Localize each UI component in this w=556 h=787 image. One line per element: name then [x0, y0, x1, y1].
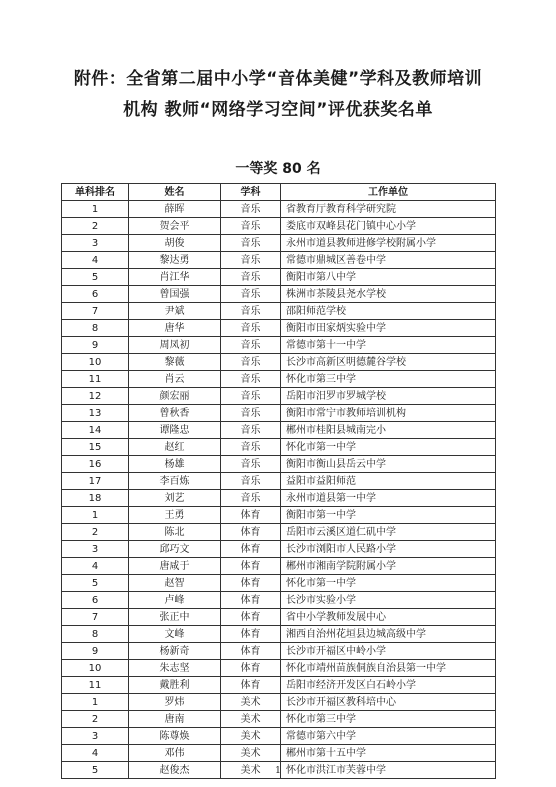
cell-workplace: 常德市鼎城区善卷中学 [281, 252, 496, 269]
cell-rank: 8 [62, 626, 129, 643]
cell-workplace: 岳阳市云溪区道仁矶中学 [281, 524, 496, 541]
cell-rank: 3 [62, 235, 129, 252]
cell-rank: 2 [62, 711, 129, 728]
table-row [62, 490, 496, 507]
cell-rank: 5 [62, 762, 129, 779]
cell-name: 黎薇 [129, 354, 221, 371]
cell-subject: 音乐 [221, 269, 281, 286]
cell-subject: 音乐 [221, 218, 281, 235]
cell-rank: 5 [62, 269, 129, 286]
cell-rank: 4 [62, 558, 129, 575]
cell-name: 王勇 [129, 507, 221, 524]
cell-name: 杨雄 [129, 456, 221, 473]
table-row [62, 405, 496, 422]
table-row [62, 354, 496, 371]
table-row [62, 558, 496, 575]
page-number: 1 [275, 766, 281, 776]
cell-rank: 9 [62, 337, 129, 354]
cell-name: 曾国强 [129, 286, 221, 303]
table-row [62, 694, 496, 711]
cell-subject: 体育 [221, 609, 281, 626]
cell-rank: 11 [62, 677, 129, 694]
cell-workplace: 衡阳市第一中学 [281, 507, 496, 524]
table-row [62, 388, 496, 405]
cell-subject: 体育 [221, 677, 281, 694]
cell-subject: 体育 [221, 524, 281, 541]
cell-workplace: 衡阳市第八中学 [281, 269, 496, 286]
cell-name: 贺会平 [129, 218, 221, 235]
cell-workplace: 怀化市靖州苗族侗族自治县第一中学 [281, 660, 496, 677]
cell-name: 张正中 [129, 609, 221, 626]
cell-workplace: 长沙市开福区中岭小学 [281, 643, 496, 660]
cell-name: 陈尊焕 [129, 728, 221, 745]
cell-subject: 体育 [221, 660, 281, 677]
cell-name: 谭隆忠 [129, 422, 221, 439]
cell-subject: 音乐 [221, 303, 281, 320]
cell-name: 文峰 [129, 626, 221, 643]
cell-name: 杨新奇 [129, 643, 221, 660]
cell-workplace: 娄底市双峰县花门镇中心小学 [281, 218, 496, 235]
cell-subject: 音乐 [221, 422, 281, 439]
cell-workplace: 长沙市开福区教科培中心 [281, 694, 496, 711]
cell-name: 肖江华 [129, 269, 221, 286]
header-rank: 单科排名 [62, 184, 129, 201]
table-row [62, 626, 496, 643]
cell-rank: 17 [62, 473, 129, 490]
cell-workplace: 衡阳市衡山县岳云中学 [281, 456, 496, 473]
table-row [62, 592, 496, 609]
cell-name: 黎达勇 [129, 252, 221, 269]
cell-rank: 5 [62, 575, 129, 592]
cell-subject: 音乐 [221, 405, 281, 422]
table-row [62, 575, 496, 592]
table-row [62, 609, 496, 626]
table-row [62, 286, 496, 303]
cell-subject: 音乐 [221, 201, 281, 218]
cell-rank: 2 [62, 218, 129, 235]
cell-rank: 4 [62, 745, 129, 762]
cell-rank: 15 [62, 439, 129, 456]
table-row [62, 507, 496, 524]
cell-rank: 7 [62, 609, 129, 626]
cell-subject: 体育 [221, 575, 281, 592]
cell-name: 邱巧文 [129, 541, 221, 558]
cell-rank: 3 [62, 541, 129, 558]
document-title-line2: 机构 教师“网络学习空间”评优获奖名单 [123, 100, 433, 120]
cell-workplace: 常德市第六中学 [281, 728, 496, 745]
cell-workplace: 岳阳市汨罗市罗城学校 [281, 388, 496, 405]
cell-name: 薛晖 [129, 201, 221, 218]
cell-subject: 体育 [221, 643, 281, 660]
cell-subject: 美术 [221, 728, 281, 745]
cell-workplace: 益阳市益阳师范 [281, 473, 496, 490]
table-row [62, 252, 496, 269]
table-row [62, 728, 496, 745]
header-name: 姓名 [129, 184, 221, 201]
cell-name: 邓伟 [129, 745, 221, 762]
table-row [62, 439, 496, 456]
table-row [62, 456, 496, 473]
table-row [62, 337, 496, 354]
cell-workplace: 怀化市第一中学 [281, 439, 496, 456]
cell-subject: 美术 [221, 762, 281, 779]
cell-name: 朱志坚 [129, 660, 221, 677]
cell-workplace: 永州市道县教师进修学校附属小学 [281, 235, 496, 252]
cell-workplace: 长沙市浏阳市人民路小学 [281, 541, 496, 558]
header-workplace: 工作单位 [281, 184, 496, 201]
cell-workplace: 长沙市高新区明德麓谷学校 [281, 354, 496, 371]
cell-subject: 音乐 [221, 371, 281, 388]
cell-subject: 音乐 [221, 473, 281, 490]
cell-name: 赵智 [129, 575, 221, 592]
cell-subject: 体育 [221, 541, 281, 558]
cell-name: 唐华 [129, 320, 221, 337]
table-row [62, 320, 496, 337]
cell-subject: 体育 [221, 558, 281, 575]
cell-name: 陈北 [129, 524, 221, 541]
award-table [61, 183, 496, 779]
table-header-row [62, 184, 496, 201]
cell-subject: 音乐 [221, 286, 281, 303]
cell-name: 赵红 [129, 439, 221, 456]
cell-workplace: 怀化市第一中学 [281, 575, 496, 592]
cell-workplace: 永州市道县第一中学 [281, 490, 496, 507]
table-row [62, 643, 496, 660]
cell-subject: 音乐 [221, 490, 281, 507]
table-row [62, 422, 496, 439]
cell-rank: 18 [62, 490, 129, 507]
cell-name: 曾秋香 [129, 405, 221, 422]
cell-rank: 6 [62, 592, 129, 609]
cell-workplace: 衡阳市常宁市教师培训机构 [281, 405, 496, 422]
cell-subject: 体育 [221, 507, 281, 524]
cell-name: 尹斌 [129, 303, 221, 320]
table-row [62, 660, 496, 677]
cell-rank: 10 [62, 354, 129, 371]
cell-name: 戴胜利 [129, 677, 221, 694]
cell-subject: 美术 [221, 711, 281, 728]
table-row [62, 677, 496, 694]
cell-workplace: 怀化市第三中学 [281, 371, 496, 388]
cell-workplace: 郴州市第十五中学 [281, 745, 496, 762]
cell-subject: 音乐 [221, 456, 281, 473]
cell-workplace: 怀化市洪江市芙蓉中学 [281, 762, 496, 779]
cell-subject: 音乐 [221, 320, 281, 337]
table-row [62, 303, 496, 320]
document-title-line1: 附件：全省第二届中小学“音体美健”学科及教师培训 [73, 69, 483, 89]
cell-workplace: 岳阳市经济开发区白石岭小学 [281, 677, 496, 694]
table-row [62, 371, 496, 388]
table-row [62, 524, 496, 541]
cell-rank: 14 [62, 422, 129, 439]
award-level-heading: 一等奖 80 名 [235, 161, 321, 177]
cell-workplace: 省中小学教师发展中心 [281, 609, 496, 626]
table-row [62, 473, 496, 490]
cell-name: 颜宏丽 [129, 388, 221, 405]
cell-rank: 2 [62, 524, 129, 541]
cell-name: 刘艺 [129, 490, 221, 507]
cell-name: 周凤初 [129, 337, 221, 354]
cell-rank: 1 [62, 507, 129, 524]
cell-workplace: 郴州市湘南学院附属小学 [281, 558, 496, 575]
cell-workplace: 省教育厅教育科学研究院 [281, 201, 496, 218]
cell-name: 罗炜 [129, 694, 221, 711]
cell-rank: 7 [62, 303, 129, 320]
table-row [62, 235, 496, 252]
cell-subject: 音乐 [221, 337, 281, 354]
table-row [62, 745, 496, 762]
cell-rank: 1 [62, 201, 129, 218]
cell-rank: 3 [62, 728, 129, 745]
cell-workplace: 株洲市茶陵县尧水学校 [281, 286, 496, 303]
cell-rank: 1 [62, 694, 129, 711]
cell-subject: 体育 [221, 592, 281, 609]
cell-rank: 8 [62, 320, 129, 337]
cell-name: 唐南 [129, 711, 221, 728]
cell-name: 李百炼 [129, 473, 221, 490]
table-row [62, 201, 496, 218]
cell-rank: 11 [62, 371, 129, 388]
table-row [62, 711, 496, 728]
table-row [62, 541, 496, 558]
cell-workplace: 长沙市实验小学 [281, 592, 496, 609]
cell-subject: 美术 [221, 694, 281, 711]
cell-subject: 美术 [221, 745, 281, 762]
cell-name: 胡俊 [129, 235, 221, 252]
cell-subject: 体育 [221, 626, 281, 643]
cell-name: 唐咸于 [129, 558, 221, 575]
cell-subject: 音乐 [221, 354, 281, 371]
cell-rank: 13 [62, 405, 129, 422]
cell-name: 赵俊杰 [129, 762, 221, 779]
cell-subject: 音乐 [221, 235, 281, 252]
cell-rank: 10 [62, 660, 129, 677]
cell-subject: 音乐 [221, 252, 281, 269]
cell-subject: 音乐 [221, 439, 281, 456]
table-row [62, 218, 496, 235]
cell-rank: 6 [62, 286, 129, 303]
cell-subject: 音乐 [221, 388, 281, 405]
cell-name: 卢峰 [129, 592, 221, 609]
cell-workplace: 衡阳市田家炳实验中学 [281, 320, 496, 337]
cell-rank: 12 [62, 388, 129, 405]
cell-rank: 16 [62, 456, 129, 473]
header-subject: 学科 [221, 184, 281, 201]
cell-rank: 9 [62, 643, 129, 660]
cell-workplace: 邵阳师范学校 [281, 303, 496, 320]
cell-workplace: 郴州市桂阳县城南完小 [281, 422, 496, 439]
cell-rank: 4 [62, 252, 129, 269]
cell-workplace: 湘西自治州花垣县边城高级中学 [281, 626, 496, 643]
table-row [62, 269, 496, 286]
cell-workplace: 常德市第十一中学 [281, 337, 496, 354]
cell-workplace: 怀化市第三中学 [281, 711, 496, 728]
cell-name: 肖云 [129, 371, 221, 388]
